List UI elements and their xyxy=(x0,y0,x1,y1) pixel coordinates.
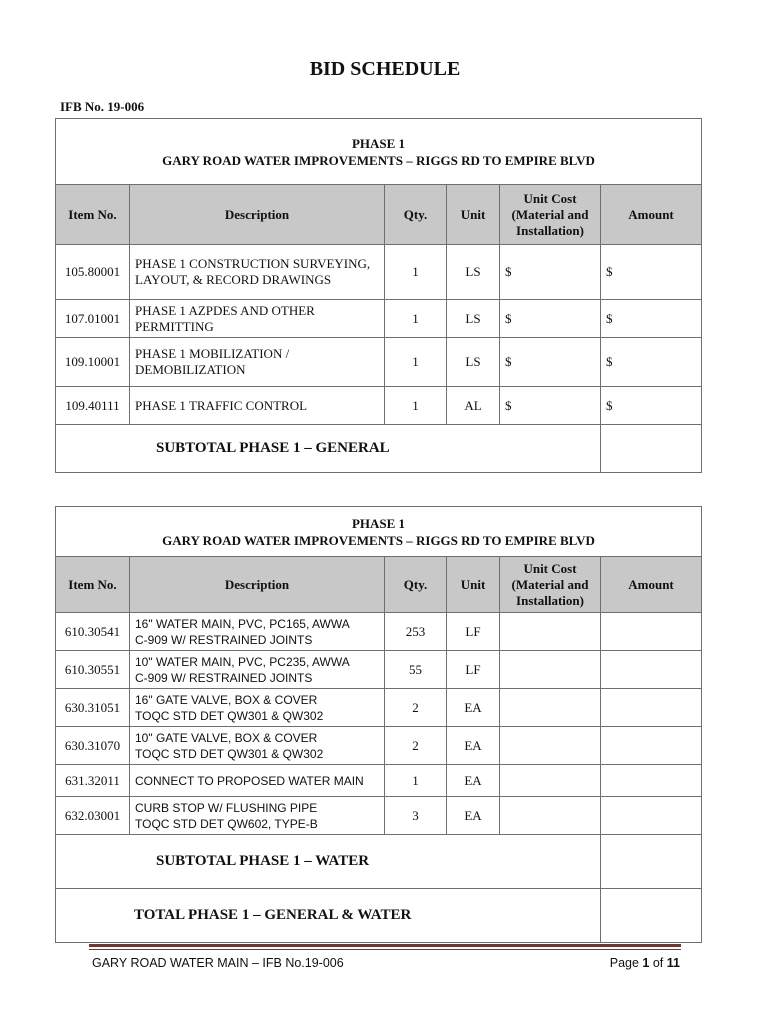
total-label: TOTAL PHASE 1 – GENERAL & WATER xyxy=(56,889,601,943)
project-label: GARY ROAD WATER IMPROVEMENTS – RIGGS RD TO EMPIRE BLVD xyxy=(162,532,595,548)
item-unit: EA xyxy=(447,689,500,727)
item-unit: LS xyxy=(447,300,500,338)
amount-field[interactable] xyxy=(601,651,702,689)
item-number: 610.30541 xyxy=(56,613,130,651)
amount-field[interactable]: $ xyxy=(601,338,702,387)
table-row xyxy=(56,338,702,387)
page-title: BID SCHEDULE xyxy=(309,58,461,80)
item-description: 10" GATE VALVE, BOX & COVER TOQC STD DET QW301 & QW302 xyxy=(130,727,385,765)
phase-label: PHASE 1 xyxy=(351,515,406,531)
item-number: 109.40111 xyxy=(56,387,130,425)
unit-cost-field[interactable] xyxy=(500,613,601,651)
total-amount-field[interactable] xyxy=(601,889,702,943)
item-unit: EA xyxy=(447,727,500,765)
amount-field[interactable] xyxy=(601,613,702,651)
item-description: PHASE 1 TRAFFIC CONTROL xyxy=(130,387,385,425)
project-label: GARY ROAD WATER IMPROVEMENTS – RIGGS RD TO EMPIRE BLVD xyxy=(162,152,595,168)
table-row xyxy=(56,797,702,835)
table-row xyxy=(56,387,702,425)
phase-header xyxy=(56,119,702,185)
item-qty: 2 xyxy=(385,689,447,727)
col-description: Description xyxy=(130,557,385,613)
amount-field[interactable] xyxy=(601,727,702,765)
item-unit: LF xyxy=(447,651,500,689)
item-description: PHASE 1 CONSTRUCTION SURVEYING, LAYOUT, & RECORD DRAWINGS xyxy=(130,245,385,300)
item-description: PHASE 1 AZPDES AND OTHER PERMITTING xyxy=(130,300,385,338)
amount-field[interactable]: $ xyxy=(601,300,702,338)
item-unit: LS xyxy=(447,245,500,300)
item-description: CONNECT TO PROPOSED WATER MAIN xyxy=(130,765,385,797)
total-row xyxy=(56,889,702,943)
item-qty: 1 xyxy=(385,300,447,338)
footer-page-number: Page 1 of 11 xyxy=(609,956,680,970)
item-number: 630.31051 xyxy=(56,689,130,727)
item-number: 631.32011 xyxy=(56,765,130,797)
subtotal-label: SUBTOTAL PHASE 1 – GENERAL xyxy=(56,425,601,473)
table-row xyxy=(56,245,702,300)
col-unit-cost: Unit Cost (Material and Installation) xyxy=(500,557,601,613)
item-description: 16" WATER MAIN, PVC, PC165, AWWA C-909 W/ RESTRAINED JOINTS xyxy=(130,613,385,651)
item-number: 630.31070 xyxy=(56,727,130,765)
col-qty: Qty. xyxy=(385,185,447,245)
item-qty: 253 xyxy=(385,613,447,651)
amount-field[interactable] xyxy=(601,765,702,797)
subtotal-label: SUBTOTAL PHASE 1 – WATER xyxy=(56,835,601,889)
amount-field[interactable]: $ xyxy=(601,387,702,425)
item-unit: AL xyxy=(447,387,500,425)
footer-document-title: GARY ROAD WATER MAIN – IFB No.19-006 xyxy=(92,956,344,970)
col-unit: Unit xyxy=(447,185,500,245)
unit-cost-field[interactable] xyxy=(500,689,601,727)
subtotal-amount-field[interactable] xyxy=(601,835,702,889)
table-row xyxy=(56,727,702,765)
item-description: CURB STOP W/ FLUSHING PIPE TOQC STD DET QW602, TYPE-B xyxy=(130,797,385,835)
phase-header xyxy=(56,507,702,557)
unit-cost-field[interactable] xyxy=(500,727,601,765)
unit-cost-field[interactable] xyxy=(500,797,601,835)
amount-field[interactable]: $ xyxy=(601,245,702,300)
unit-cost-field[interactable]: $ xyxy=(500,387,601,425)
item-number: 632.03001 xyxy=(56,797,130,835)
subtotal-row xyxy=(56,425,702,473)
unit-cost-field[interactable] xyxy=(500,765,601,797)
column-header-row xyxy=(56,557,702,613)
table-row xyxy=(56,765,702,797)
col-unit: Unit xyxy=(447,557,500,613)
unit-cost-field[interactable]: $ xyxy=(500,245,601,300)
table-row xyxy=(56,613,702,651)
bid-table-water xyxy=(55,506,702,943)
item-number: 109.10001 xyxy=(56,338,130,387)
footer-divider xyxy=(89,944,681,947)
column-header-row xyxy=(56,185,702,245)
col-amount: Amount xyxy=(601,185,702,245)
col-amount: Amount xyxy=(601,557,702,613)
item-unit: EA xyxy=(447,765,500,797)
amount-field[interactable] xyxy=(601,797,702,835)
col-qty: Qty. xyxy=(385,557,447,613)
phase-label: PHASE 1 xyxy=(351,135,406,151)
item-qty: 1 xyxy=(385,245,447,300)
subtotal-amount-field[interactable] xyxy=(601,425,702,473)
col-item: Item No. xyxy=(56,185,130,245)
unit-cost-field[interactable] xyxy=(500,651,601,689)
amount-field[interactable] xyxy=(601,689,702,727)
item-qty: 2 xyxy=(385,727,447,765)
item-description: 10" WATER MAIN, PVC, PC235, AWWA C-909 W/ RESTRAINED JOINTS xyxy=(130,651,385,689)
item-qty: 1 xyxy=(385,387,447,425)
table-row xyxy=(56,300,702,338)
ifb-number: IFB No. 19-006 xyxy=(60,99,145,114)
footer-divider-thin xyxy=(89,949,681,950)
col-description: Description xyxy=(130,185,385,245)
item-unit: LS xyxy=(447,338,500,387)
item-qty: 3 xyxy=(385,797,447,835)
item-number: 105.80001 xyxy=(56,245,130,300)
item-number: 107.01001 xyxy=(56,300,130,338)
item-description: 16" GATE VALVE, BOX & COVER TOQC STD DET QW301 & QW302 xyxy=(130,689,385,727)
table-row xyxy=(56,689,702,727)
item-description: PHASE 1 MOBILIZATION / DEMOBILIZATION xyxy=(130,338,385,387)
item-unit: LF xyxy=(447,613,500,651)
subtotal-row xyxy=(56,835,702,889)
item-number: 610.30551 xyxy=(56,651,130,689)
bid-table-general xyxy=(55,118,702,473)
item-unit: EA xyxy=(447,797,500,835)
unit-cost-field[interactable]: $ xyxy=(500,300,601,338)
unit-cost-field[interactable]: $ xyxy=(500,338,601,387)
item-qty: 1 xyxy=(385,338,447,387)
col-unit-cost: Unit Cost (Material and Installation) xyxy=(500,185,601,245)
col-item: Item No. xyxy=(56,557,130,613)
item-qty: 55 xyxy=(385,651,447,689)
item-qty: 1 xyxy=(385,765,447,797)
table-row xyxy=(56,651,702,689)
